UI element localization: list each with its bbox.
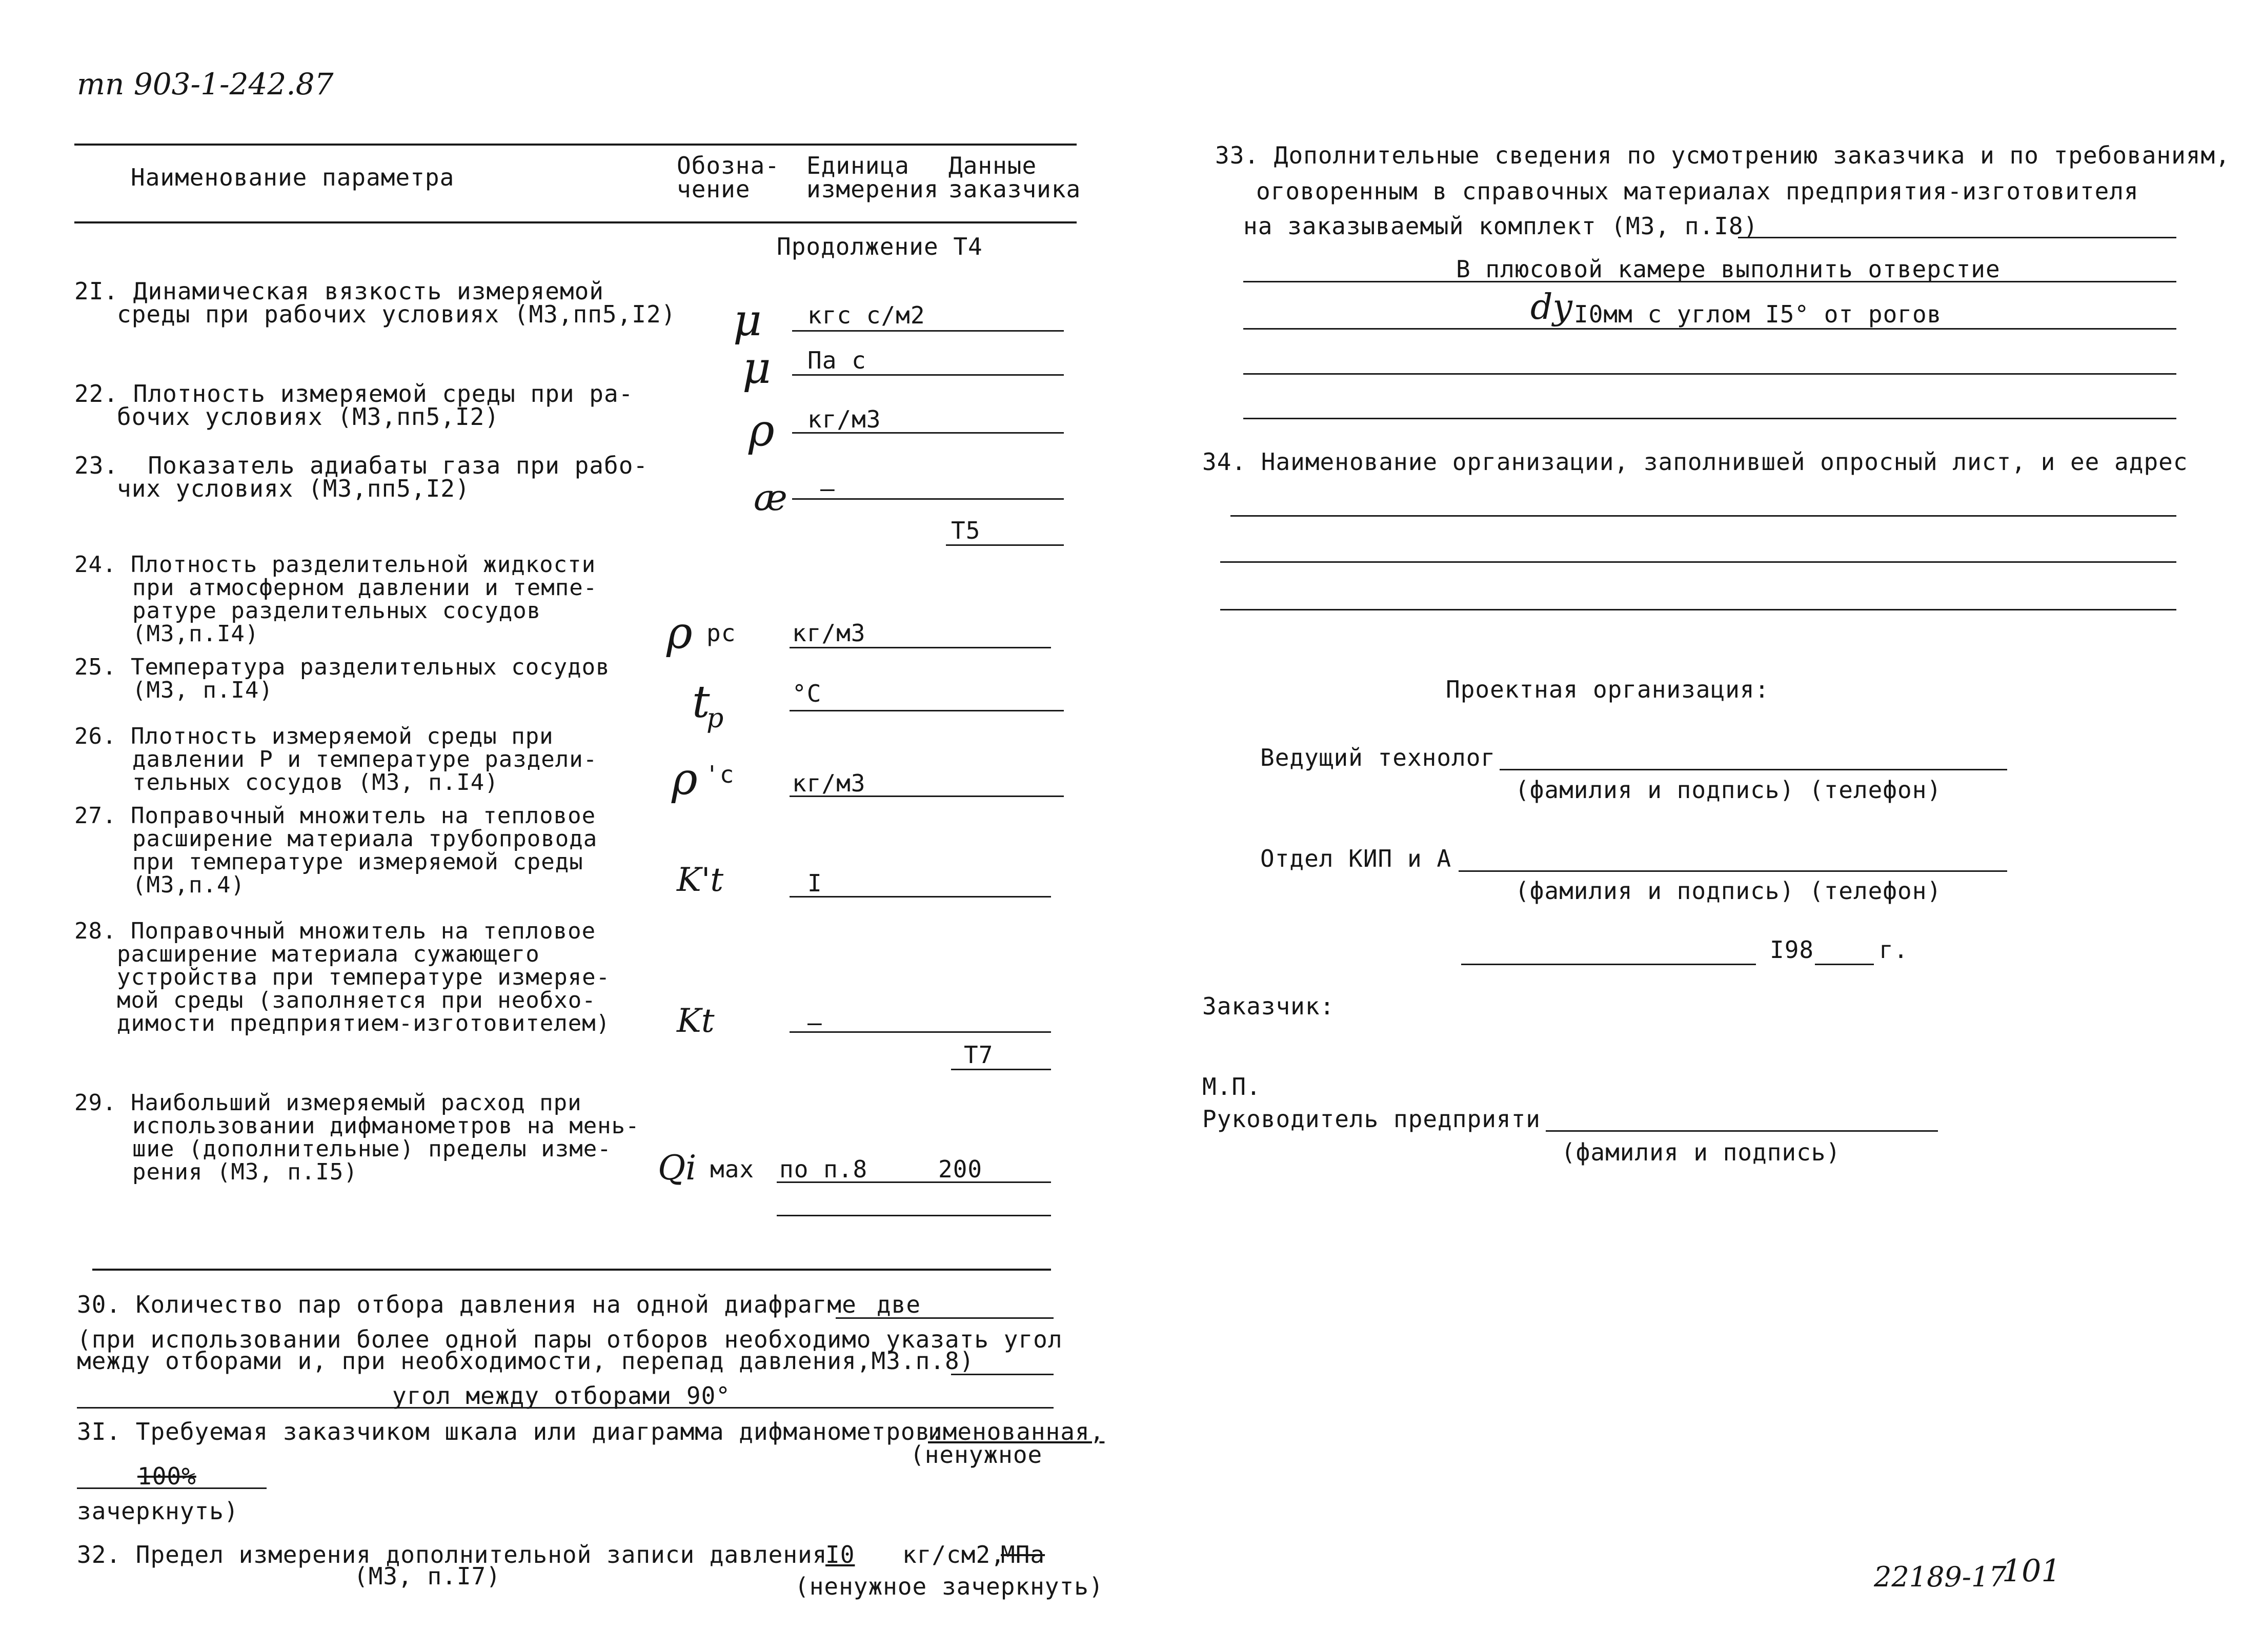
- item-21-symbol-1: μ: [733, 295, 762, 346]
- item-28-symbol: Kt: [677, 1002, 715, 1040]
- item-25-symbol: t: [692, 677, 710, 728]
- table-label-t7: Т7: [964, 1041, 994, 1069]
- item-24-unit-line: [790, 647, 1051, 648]
- item-33-line1: 33. Дополнительные сведения по усмотрению заказчика и по требованиям,: [1215, 141, 2230, 169]
- item-26-line2: давлении Р и температуре раздели-: [132, 746, 598, 772]
- item-32-unit: кг/см2,: [902, 1541, 1005, 1568]
- item-28-value-line: [790, 1031, 1051, 1033]
- item-21-line1: 2I. Динамическая вязкость измеряемой: [74, 277, 604, 305]
- item-25-symbol-sub: р: [706, 703, 724, 734]
- item-33-blank-line-2: [1243, 418, 2176, 419]
- item-33-blank-line-1: [1243, 373, 2176, 375]
- item-32-text: 32. Предел измерения дополнительной записи давления: [77, 1541, 827, 1568]
- column-header-data-line1: Данные: [948, 152, 1037, 179]
- item-28-value: –: [807, 1009, 822, 1036]
- item-30-text: 30. Количество пар отбора давления на одной диафрагме: [77, 1291, 857, 1318]
- item-32-value: I0: [825, 1541, 855, 1568]
- design-org-label: Проектная организация:: [1446, 676, 1770, 703]
- item-23-symbol: æ: [754, 477, 787, 519]
- header-bottom-rule: [74, 221, 1077, 223]
- item-33-answer1-line: [1243, 281, 2176, 282]
- item-25-line2: (МЗ, п.I4): [132, 677, 273, 703]
- item-25-line1: 25. Температура разделительных сосудов: [74, 654, 610, 680]
- table-label-t5-line: [946, 544, 1064, 546]
- item-31-struck-line: [77, 1487, 267, 1489]
- item-29-value: 200: [938, 1155, 983, 1183]
- item-27-line1: 27. Поправочный множитель на тепловое: [74, 803, 596, 829]
- item-33-answer1: В плюсовой камере выполнить отверстие: [1456, 255, 2000, 283]
- item-21-unit-1: кгс с/м2: [807, 301, 925, 329]
- column-header-unit-line2: измерения: [806, 175, 939, 203]
- column-header-unit-line1: Единица: [806, 152, 910, 179]
- item-31-note2: зачеркнуть): [77, 1497, 239, 1525]
- lead-technologist-note: (фамилия и подпись) (телефон): [1515, 776, 1942, 804]
- item-27-symbol: K't: [677, 861, 724, 899]
- item-30-value: две: [877, 1291, 921, 1318]
- item-27-line3: при температуре измеряемой среды: [132, 849, 583, 875]
- item-22-symbol: ρ: [749, 405, 775, 456]
- item-30-answer-line: [77, 1407, 1054, 1409]
- head-label: Руководитель предприяти: [1202, 1105, 1541, 1133]
- item-28-line5: димости предприятием-изготовителем): [117, 1010, 611, 1036]
- seal-label: М.П.: [1202, 1073, 1261, 1100]
- date-blank-line: [1461, 964, 1756, 965]
- continuation-label: Продолжение Т4: [777, 233, 983, 260]
- header-top-rule: [74, 144, 1077, 146]
- item-29-value-line: [777, 1181, 1051, 1183]
- item-31-note1: (ненужное: [910, 1441, 1043, 1469]
- item-33-answer2: I0мм с углом I5° от рогов: [1574, 300, 1942, 328]
- item-26-symbol: ρ: [672, 753, 698, 805]
- item-28-line1: 28. Поправочный множитель на тепловое: [74, 918, 596, 944]
- date-year-line: [1815, 964, 1874, 965]
- item-24-line2: при атмосферном давлении и темпе-: [132, 575, 598, 601]
- item-21-line2: среды при рабочих условиях (МЗ,пп5,I2): [117, 300, 676, 328]
- date-year-suffix: г.: [1879, 936, 1909, 964]
- table-label-t7-line: [951, 1069, 1051, 1070]
- lead-technologist-label: Ведущий технолог: [1260, 744, 1496, 771]
- item-21-unit-1-line: [792, 330, 1064, 332]
- head-note: (фамилия и подпись): [1561, 1138, 1841, 1166]
- customer-label: Заказчик:: [1202, 992, 1335, 1020]
- item-30-answer: угол между отборами 90°: [392, 1382, 731, 1410]
- kip-dept-signature-line: [1459, 870, 2007, 872]
- item-23-line2: чих условиях (МЗ,пп5,I2): [117, 475, 470, 502]
- item-27-value: I: [807, 869, 822, 897]
- item-29-extra-line: [777, 1215, 1051, 1216]
- item-33-line3-rule: [1738, 237, 2176, 238]
- item-32-struck-unit: МПа: [1001, 1541, 1045, 1568]
- item-24-symbol: ρ: [666, 607, 693, 659]
- item-21-unit-2-line: [792, 374, 1064, 376]
- section-divider: [92, 1269, 1051, 1271]
- item-24-line4: (МЗ,п.I4): [132, 621, 259, 647]
- item-34-blank-line-3: [1220, 609, 2176, 610]
- item-29-line4: рения (МЗ, п.I5): [132, 1159, 358, 1185]
- item-28-line4: мой среды (заполняется при необхо-: [117, 987, 596, 1013]
- item-33-line2: оговоренным в справочных материалах предприятия-изготовителя: [1256, 177, 2139, 205]
- item-22-unit: кг/м3: [807, 405, 881, 433]
- item-34-blank-line-1: [1230, 515, 2176, 517]
- item-34-line1: 34. Наименование организации, заполнившей опросный лист, и ее адрес: [1202, 448, 2188, 476]
- item-23-line1: 23. Показатель адиабаты газа при рабо-: [74, 452, 649, 479]
- item-26-symbol-sub: 'с: [705, 761, 735, 788]
- item-26-unit-line: [790, 796, 1064, 797]
- lead-technologist-signature-line: [1500, 769, 2007, 770]
- item-29-line1: 29. Наибольший измеряемый расход при: [74, 1090, 582, 1116]
- item-29-line2: использовании дифманометров на мень-: [132, 1113, 640, 1139]
- item-32-note: (ненужное зачеркнуть): [795, 1573, 1104, 1600]
- item-29-symbol: Qi: [658, 1148, 697, 1188]
- kip-dept-label: Отдел КИП и А: [1260, 845, 1452, 872]
- column-header-name: Наименование параметра: [131, 164, 455, 191]
- column-header-symbol-line1: Обозна-: [677, 152, 780, 179]
- item-31-value: именованная,: [928, 1418, 1105, 1445]
- item-34-blank-line-2: [1220, 561, 2176, 563]
- item-31-struck-value: 100%: [137, 1462, 196, 1490]
- item-26-unit: кг/м3: [792, 769, 866, 797]
- item-28-line3: устройства при температуре измеряе-: [117, 964, 611, 990]
- item-29-symbol-sub: мах: [710, 1155, 755, 1183]
- item-30-line3-rule: [951, 1374, 1054, 1375]
- item-23-unit: –: [820, 475, 835, 502]
- item-22-line2: бочих условиях (МЗ,пп5,I2): [117, 403, 500, 431]
- column-header-symbol-line2: чение: [677, 175, 751, 203]
- item-29-unit: по п.8: [779, 1155, 868, 1183]
- page-number: 101: [2002, 1553, 2061, 1589]
- document-code: тп 903-1-242.87: [77, 67, 334, 101]
- footer-code: 22189-17: [1874, 1561, 2007, 1593]
- item-25-unit-line: [790, 710, 1064, 711]
- item-27-line4: (МЗ,п.4): [132, 872, 245, 898]
- item-30-line2: (при использовании более одной пары отборов необходимо указать угол: [77, 1325, 1063, 1353]
- table-label-t5: Т5: [951, 517, 981, 544]
- item-24-line1: 24. Плотность разделительной жидкости: [74, 552, 596, 578]
- item-33-line3: на заказываемый комплект (МЗ, п.I8): [1243, 212, 1759, 240]
- item-25-unit: °C: [792, 680, 822, 707]
- item-32-ref: (МЗ, п.I7): [354, 1562, 501, 1590]
- item-26-line1: 26. Плотность измеряемой среды при: [74, 723, 554, 749]
- head-signature-line: [1546, 1130, 1938, 1132]
- item-21-symbol-2: μ: [742, 342, 771, 394]
- item-27-line2: расширение материала трубопровода: [132, 826, 598, 852]
- kip-dept-note: (фамилия и подпись) (телефон): [1515, 877, 1942, 905]
- item-21-unit-2: Па с: [807, 346, 866, 374]
- item-26-line3: тельных сосудов (МЗ, п.I4): [132, 769, 499, 796]
- item-23-unit-line: [792, 498, 1064, 500]
- item-31-text: 3I. Требуемая заказчиком шкала или диаграмма дифманометров:: [77, 1418, 945, 1445]
- column-header-data-line2: заказчика: [948, 175, 1081, 203]
- item-22-unit-line: [792, 432, 1064, 434]
- item-28-line2: расширение материала сужающего: [117, 941, 540, 967]
- item-24-line3: ратуре разделительных сосудов: [132, 598, 541, 624]
- item-27-value-line: [790, 896, 1051, 898]
- item-22-line1: 22. Плотность измеряемой среды при ра-: [74, 380, 634, 407]
- date-year: I98: [1770, 936, 1814, 964]
- item-33-answer2-line: [1243, 328, 2176, 330]
- item-30-value-line: [836, 1317, 1054, 1319]
- item-24-symbol-sub: рс: [706, 619, 736, 647]
- item-24-unit: кг/м3: [792, 619, 866, 647]
- item-30-line3: между отборами и, при необходимости, перепад давления,МЗ.п.8): [77, 1347, 975, 1375]
- item-33-answer2-symbol: dy: [1530, 287, 1572, 328]
- item-29-line3: шие (дополнительные) пределы изме-: [132, 1136, 612, 1162]
